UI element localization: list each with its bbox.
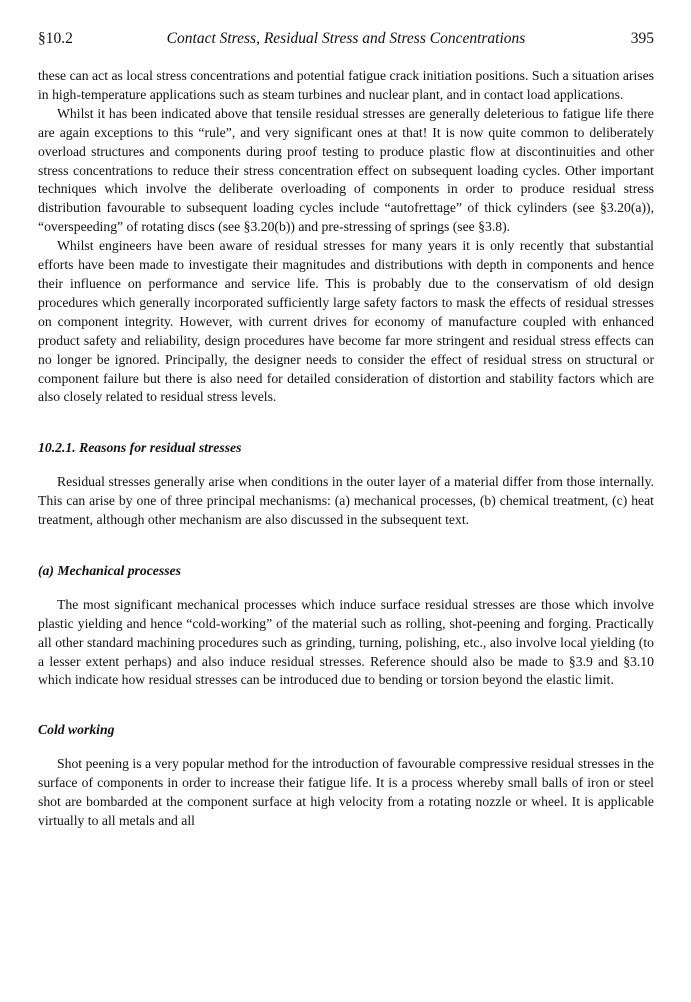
body-text (38, 67, 654, 831)
running-head (38, 28, 654, 50)
chapter-title: Contact Stress, Residual Stress and Stress Concentrations (166, 30, 526, 47)
subsection-heading: (a) Mechanical processes (38, 562, 181, 578)
book-page (38, 28, 654, 831)
subsection-heading: Cold working (38, 722, 115, 738)
paragraph: Whilst it has been indicated above that tensile residual stresses are generally deleterious to fatigue life there are again exceptions to this “rule”, and very significant ones at that! It is now quite common to deliberately overload structures and components during proof testing to produce plastic flow at discontinuities and other stress concentrations to reduce their stress concentration effect on subsequent loading cycles. Other important techniques which involve the deliberate overloading of components in order to produce residual stress distribution favourable to subsequent loading cycles include “autofrettage” of thick cylinders (see §3.20(a)), “overspeeding” of rotating discs (see §3.20(b)) and pre-stressing of springs (see §3.8). (38, 105, 654, 235)
page-number: 395 (630, 30, 654, 47)
paragraph: The most significant mechanical processes which induce surface residual stresses are those which involve plastic yielding and hence “cold-working” of the material such as rolling, shot-peening and forging. Practically all other standard machining procedures such as grinding, turning, polishing, etc., also involve local yielding (to a lesser extent perhaps) and also induce residual stresses. Reference should also be made to §3.9 and §3.10 which indicate how residual stresses can be introduced due to bending or torsion beyond the elastic limit. (38, 596, 654, 688)
section-number: §10.2 (38, 30, 73, 47)
paragraph: Shot peening is a very popular method for the introduction of favourable compressive residual stresses in the surface of components in order to increase their fatigue life. It is a process whereby small balls of iron or steel shot are bombarded at the component surface at high velocity from a rotating nozzle or wheel. It is applicable virtually to all metals and all (38, 756, 654, 828)
paragraph: Residual stresses generally arise when conditions in the outer layer of a material differ from those internally. This can arise by one of three principal mechanisms: (a) mechanical processes, (b) chemical treatment, (c) heat treatment, although other mechanism are also discussed in the subsequent text. (38, 474, 654, 528)
subsection-heading: 10.2.1. Reasons for residual stresses (38, 440, 242, 456)
paragraph: Whilst engineers have been aware of residual stresses for many years it is only recently that substantial efforts have been made to investigate their magnitudes and distributions with depth in components and hence their influence on performance and service life. This is probably due to the conservatism of old design procedures which generally incorporated sufficiently large safety factors to mask the effects of residual stresses on component integrity. However, with current drives for economy of manufacture coupled with enhanced product safety and reliability, design procedures have become far more stringent and residual stress effects can no longer be ignored. Principally, the designer needs to consider the effect of residual stress on structural or component failure but there is also need for detailed consideration of distortion and stability factors which are also closely related to residual stress levels. (38, 238, 654, 405)
paragraph: these can act as local stress concentrations and potential fatigue crack initiation positions. Such a situation arises in high-temperature applications such as steam turbines and nuclear plant, and in contact load applications. (38, 68, 654, 102)
